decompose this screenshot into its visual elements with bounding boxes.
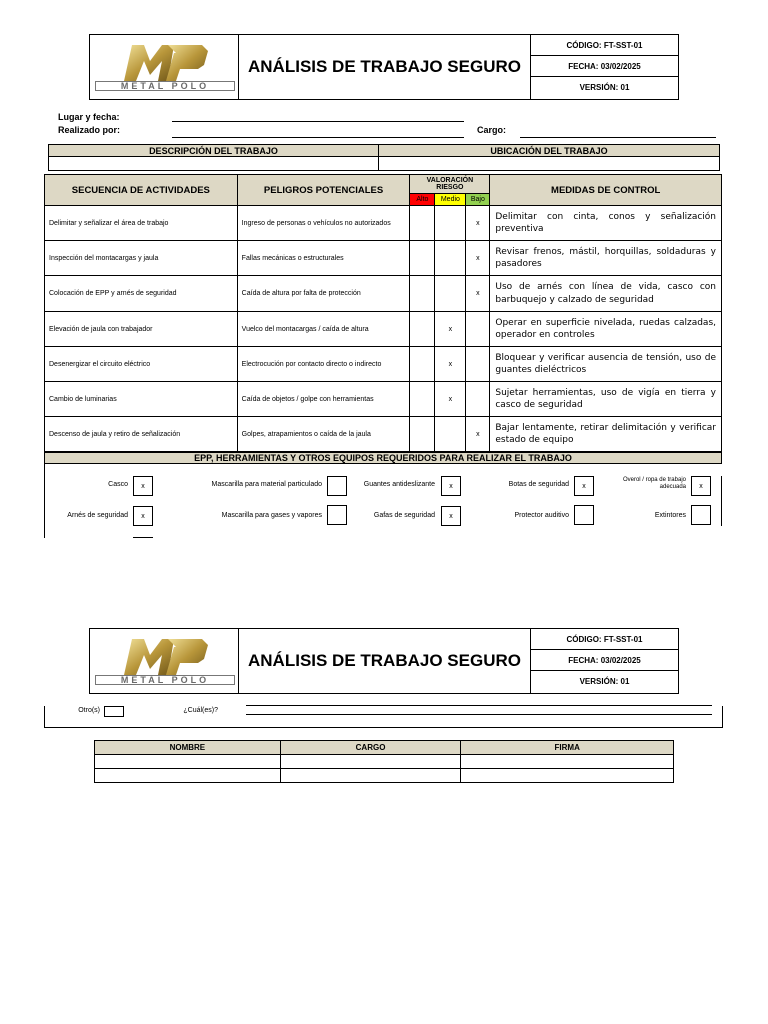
risk-bajo-header: Bajo <box>466 194 490 206</box>
risk-bajo-cell[interactable]: x <box>466 241 490 276</box>
document-header-page2 <box>89 628 679 694</box>
fecha-label: FECHA: 03/02/2025 <box>531 56 678 77</box>
col-valoracion-header: VALORACIÓN RIESGO <box>410 175 490 194</box>
cuales-line-2[interactable] <box>246 714 712 715</box>
medida-cell: Delimitar con cinta, conos y señalización preventiva <box>490 206 722 241</box>
nombre-cell[interactable] <box>95 769 281 783</box>
risk-bajo-cell[interactable]: x <box>466 417 490 452</box>
fecha-label: FECHA: 03/02/2025 <box>531 650 678 671</box>
logo-mp-icon <box>122 43 208 81</box>
table-row <box>45 276 722 312</box>
risk-medio-cell[interactable]: x <box>435 382 466 417</box>
epp-right-border <box>721 476 722 526</box>
epp-label-casco: Casco <box>108 481 128 488</box>
epp-section-title: EPP, HERRAMIENTAS Y OTROS EQUIPOS REQUERIDOS PARA REALIZAR EL TRABAJO <box>44 452 722 464</box>
risk-bajo-cell[interactable]: x <box>466 206 490 241</box>
cargo-label: Cargo: <box>477 125 506 135</box>
actividad-cell: Inspección del montacargas y jaula <box>45 241 238 276</box>
peligro-cell: Vuelco del montacargas / caída de altura <box>237 312 410 347</box>
peligro-cell: Ingreso de personas o vehículos no autorizados <box>237 206 410 241</box>
table-row <box>45 312 722 347</box>
risk-alto-cell[interactable] <box>410 347 435 382</box>
risk-medio-cell[interactable]: x <box>435 312 466 347</box>
lugar-fecha-label: Lugar y fecha: <box>58 112 120 122</box>
medida-cell: Bloquear y verificar ausencia de tensión, uso de guantes dieléctricos <box>490 347 722 382</box>
signatures-table <box>94 740 674 783</box>
actividad-cell: Desenergizar el circuito eléctrico <box>45 347 238 382</box>
epp-checkbox-guantes[interactable]: x <box>441 476 461 496</box>
document-title: ANÁLISIS DE TRABAJO SEGURO <box>239 35 531 99</box>
cargo-field[interactable] <box>520 137 716 138</box>
document-header <box>89 34 679 100</box>
activities-table <box>44 174 722 452</box>
peligro-cell: Caída de objetos / golpe con herramientas <box>237 382 410 417</box>
medida-cell: Uso de arnés con línea de vida, casco con barbuquejo y calzado de seguridad <box>490 276 722 312</box>
epp-label-mascarilla-gases: Mascarilla para gases y vapores <box>221 512 322 519</box>
medida-cell: Sujetar herramientas, uso de vigía en tierra y casco de seguridad <box>490 382 722 417</box>
ubicacion-field[interactable] <box>379 157 720 171</box>
epp-checkbox-extintores[interactable] <box>691 505 711 525</box>
codigo-label: CÓDIGO: FT-SST-01 <box>531 629 678 650</box>
cargo-header: CARGO <box>280 741 461 755</box>
col-secuencia-header: SECUENCIA DE ACTIVIDADES <box>45 175 238 206</box>
actividad-cell: Colocación de EPP y arnés de seguridad <box>45 276 238 312</box>
table-row <box>95 755 674 769</box>
risk-alto-header: Alto <box>410 194 435 206</box>
actividad-cell: Descenso de jaula y retiro de señalización <box>45 417 238 452</box>
risk-alto-cell[interactable] <box>410 382 435 417</box>
risk-medio-header: Medio <box>435 194 466 206</box>
version-label: VERSIÓN: 01 <box>579 677 630 686</box>
nombre-header: NOMBRE <box>95 741 281 755</box>
cuales-line-1[interactable] <box>246 705 712 706</box>
epp-checkbox-arnes[interactable]: x <box>133 506 153 526</box>
descripcion-table <box>48 144 720 171</box>
risk-bajo-cell[interactable] <box>466 312 490 347</box>
epp-checkbox-gafas[interactable]: x <box>441 506 461 526</box>
epp-checkbox-overol[interactable]: x <box>691 476 711 496</box>
otros-bottom-border <box>44 727 723 728</box>
descripcion-header: DESCRIPCIÓN DEL TRABAJO <box>49 145 379 157</box>
risk-alto-cell[interactable] <box>410 276 435 312</box>
logo-mp-icon <box>122 637 208 675</box>
otros-right-border <box>722 706 723 728</box>
document-title: ANÁLISIS DE TRABAJO SEGURO <box>239 629 531 693</box>
table-row <box>45 206 722 241</box>
company-logo <box>90 629 239 693</box>
epp-checkbox-mascarilla-particulado[interactable] <box>327 476 347 496</box>
risk-medio-cell[interactable] <box>435 241 466 276</box>
epp-label-overol: Overol / ropa de trabajo adecuada <box>622 477 686 491</box>
actividad-cell: Delimitar y señalizar el área de trabajo <box>45 206 238 241</box>
table-row <box>45 241 722 276</box>
risk-alto-cell[interactable] <box>410 206 435 241</box>
risk-medio-cell[interactable] <box>435 276 466 312</box>
codigo-label: CÓDIGO: FT-SST-01 <box>531 35 678 56</box>
cargo-cell[interactable] <box>280 769 461 783</box>
risk-bajo-cell[interactable]: x <box>466 276 490 312</box>
medida-cell: Operar en superficie nivelada, ruedas calzadas, operador en controles <box>490 312 722 347</box>
otros-checkbox[interactable] <box>104 706 124 717</box>
realizado-por-label: Realizado por: <box>58 125 121 135</box>
table-row <box>45 382 722 417</box>
firma-header: FIRMA <box>461 741 674 755</box>
peligro-cell: Golpes, atrapamientos o caída de la jaula <box>237 417 410 452</box>
company-logo <box>90 35 239 99</box>
otros-left-border <box>44 706 45 728</box>
risk-alto-cell[interactable] <box>410 312 435 347</box>
cargo-cell[interactable] <box>280 755 461 769</box>
risk-bajo-cell[interactable] <box>466 347 490 382</box>
firma-cell[interactable] <box>461 755 674 769</box>
col-peligros-header: PELIGROS POTENCIALES <box>237 175 410 206</box>
descripcion-field[interactable] <box>49 157 379 171</box>
epp-left-border <box>44 464 45 538</box>
peligro-cell: Electrocución por contacto directo o indirecto <box>237 347 410 382</box>
medida-cell: Revisar frenos, mástil, horquillas, soldaduras y pasadores <box>490 241 722 276</box>
epp-label-botas: Botas de seguridad <box>508 481 569 488</box>
risk-alto-cell[interactable] <box>410 241 435 276</box>
table-row <box>45 417 722 452</box>
epp-checkbox-mascarilla-gases[interactable] <box>327 505 347 525</box>
medida-cell: Bajar lentamente, retirar delimitación y verificar estado de equipo <box>490 417 722 452</box>
version-label: VERSIÓN: 01 <box>579 83 630 92</box>
lugar-fecha-field[interactable] <box>172 121 464 122</box>
epp-label-protector-auditivo: Protector auditivo <box>514 512 569 519</box>
epp-checkbox-botas[interactable]: x <box>574 476 594 496</box>
epp-label-mascarilla-particulado: Mascarilla para material particulado <box>211 481 322 488</box>
nombre-cell[interactable] <box>95 755 281 769</box>
logo-wordmark: METAL POLO <box>95 81 235 91</box>
epp-checkbox-protector-auditivo[interactable] <box>574 505 594 525</box>
cuales-label: ¿Cuál(es)? <box>183 707 218 714</box>
epp-label-arnes: Arnés de seguridad <box>67 512 128 519</box>
actividad-cell: Elevación de jaula con trabajador <box>45 312 238 347</box>
risk-medio-cell[interactable] <box>435 206 466 241</box>
peligro-cell: Fallas mecánicas o estructurales <box>237 241 410 276</box>
risk-medio-cell[interactable]: x <box>435 347 466 382</box>
epp-label-gafas: Gafas de seguridad <box>373 512 435 519</box>
risk-alto-cell[interactable] <box>410 417 435 452</box>
otros-label: Otro(s) <box>78 707 100 714</box>
ubicacion-header: UBICACIÓN DEL TRABAJO <box>379 145 720 157</box>
risk-medio-cell[interactable] <box>435 417 466 452</box>
table-row <box>95 769 674 783</box>
firma-cell[interactable] <box>461 769 674 783</box>
page-break-stub <box>133 537 153 538</box>
col-medidas-header: MEDIDAS DE CONTROL <box>490 175 722 206</box>
peligro-cell: Caída de altura por falta de protección <box>237 276 410 312</box>
table-row <box>45 347 722 382</box>
epp-label-guantes: Guantes antideslizante <box>363 481 435 488</box>
realizado-por-field[interactable] <box>172 137 464 138</box>
epp-label-extintores: Extintores <box>654 512 686 519</box>
actividad-cell: Cambio de luminarias <box>45 382 238 417</box>
epp-checkbox-casco[interactable]: x <box>133 476 153 496</box>
risk-bajo-cell[interactable] <box>466 382 490 417</box>
logo-wordmark: METAL POLO <box>95 675 235 685</box>
